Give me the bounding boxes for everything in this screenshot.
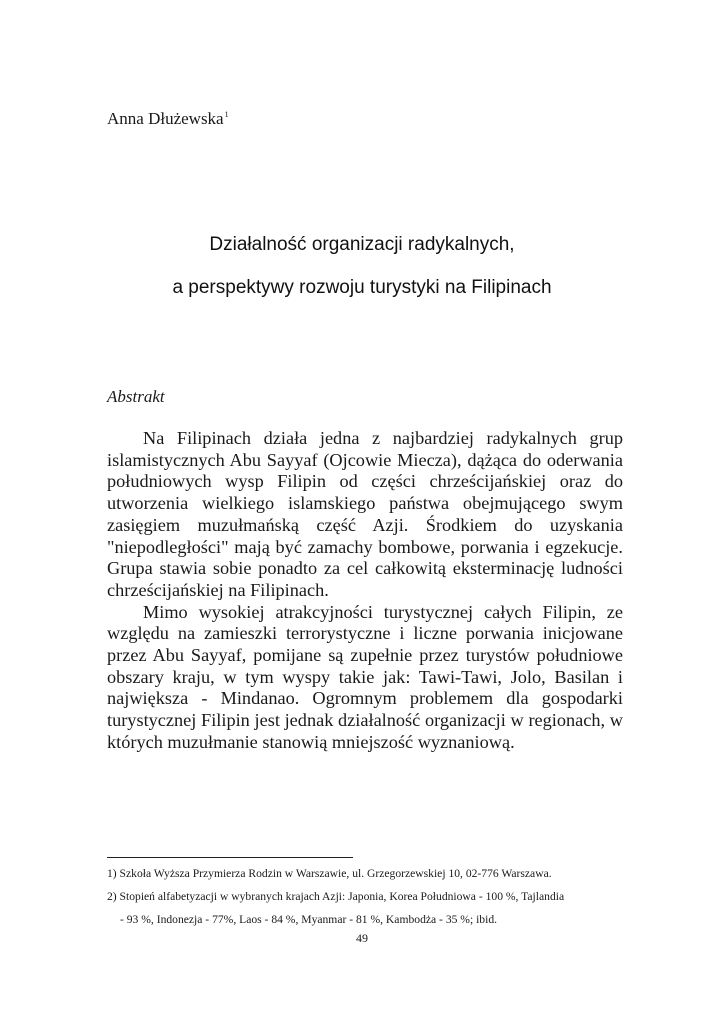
- article-title-line-2: a perspektywy rozwoju turystyki na Filipinach: [172, 277, 552, 298]
- abstract-body: [107, 428, 623, 754]
- abstract-heading: Abstrakt: [107, 387, 165, 406]
- article-title-line-1: Działalność organizacji radykalnych,: [209, 234, 515, 255]
- author-footnote-marker: 1: [224, 110, 229, 119]
- footnote-continuation: - 93 %, Indonezja - 77%, Laos - 84 %, Myanmar - 81 %, Kambodża - 35 %; ibid.: [120, 913, 498, 926]
- footnote-text: 2) Stopień alfabetyzacji w wybranych krajach Azji: Japonia, Korea Południowa - 100 %, Tajlandia: [107, 890, 565, 903]
- page-number: 49: [356, 931, 368, 945]
- author-name: Anna Dłużewska: [107, 109, 224, 128]
- footnote-text: 1) Szkoła Wyższa Przymierza Rodzin w Warszawie, ul. Grzegorzewskiej 10, 02-776 Warszawa.: [107, 867, 552, 880]
- abstract-paragraph: Mimo wysokiej atrakcyjności turystycznej całych Filipin, ze względu na zamieszki terrorystyczne i liczne porwania inicjowane przez Abu Sayyaf, pomijane są zupełnie przez turystów południowe obszary kraju, w tym wyspy takie jak: Tawi-Tawi, Jolo, Basilan i największa - Mindanao. Ogromnym problemem dla gospodarki turystycznej Filipin jest jednak działalność organizacji w regionach, w których muzułmanie stanowią mniejszość wyznaniową.: [107, 601, 623, 752]
- author-line: [107, 104, 229, 130]
- footnote-1: [107, 862, 627, 885]
- footnote-separator: [107, 857, 353, 858]
- footnote-2: [107, 885, 627, 931]
- abstract-paragraph: Na Filipinach działa jedna z najbardziej radykalnych grup islamistycznych Abu Sayyaf (Ojcowie Miecza), dążąca do oderwania południowych wysp Filipin od części chrześcijańskiej oraz do utworzenia wielkiego islamskiego państwa obejmującego swym zasięgiem muzułmańską część Azji. Środkiem do uzyskania "niepodległości" mają być zamachy bombowe, porwania i egzekucje. Grupa stawia sobie ponadto za cel całkowitą eksterminację ludności chrześcijańskiej na Filipinach.: [107, 428, 623, 600]
- footnotes: [107, 862, 627, 931]
